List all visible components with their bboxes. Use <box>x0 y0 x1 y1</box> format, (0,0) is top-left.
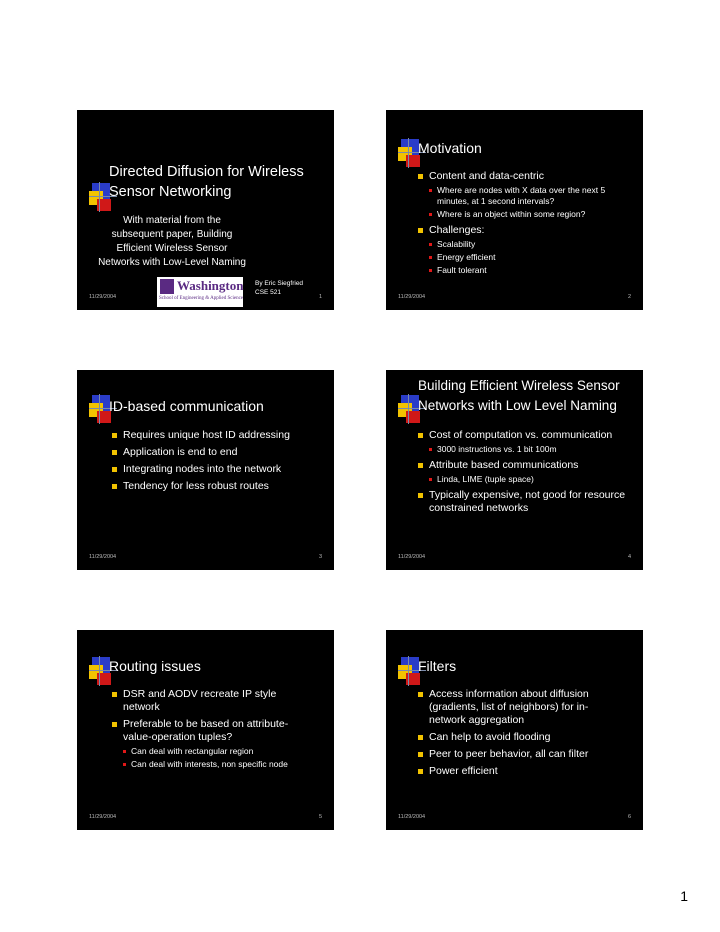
bullet-text: Challenges: <box>429 224 485 236</box>
page-number: 1 <box>680 888 688 904</box>
bullet-list <box>112 429 327 497</box>
slide-number: 2 <box>627 294 631 300</box>
slide-number: 6 <box>627 814 631 820</box>
list-item: Energy efficient <box>429 252 636 263</box>
list-item: Can deal with rectangular region <box>123 746 334 757</box>
bullet-list <box>418 429 636 519</box>
slide-title: ID-based communication <box>109 398 264 414</box>
list-item: Tendency for less robust routes <box>112 480 327 493</box>
list-item: Integrating nodes into the network <box>112 463 327 476</box>
slide-number: 3 <box>318 554 322 560</box>
byline-course: CSE 521 <box>255 289 282 296</box>
list-item: Fault tolerant <box>429 265 636 276</box>
list-item: Requires unique host ID addressing <box>112 429 327 442</box>
bullet-list <box>112 688 297 774</box>
slide-date: 11/29/2004 <box>89 294 117 300</box>
list-item <box>418 170 636 220</box>
slide-title: Motivation <box>418 140 482 156</box>
sub-list <box>429 185 636 220</box>
slide-subtitle: With material from the subsequent paper, Building Efficient Wireless Sensor Networks with Low-Level Naming <box>98 215 246 268</box>
slide-title: Directed Diffusion for Wireless Sensor Networking <box>109 164 304 200</box>
slide-title: Building Efficient Wireless Sensor Networks with Low Level Naming <box>418 378 620 413</box>
list-item: Can deal with interests, non specific node <box>123 759 334 770</box>
slide-1 <box>77 110 334 310</box>
list-item: DSR and AODV recreate IP style network <box>112 688 297 714</box>
bullet-text: Preferable to be based on attribute-value-operation tuples? <box>123 718 289 743</box>
bullet-text: Cost of computation vs. communication <box>429 429 613 441</box>
list-item: 3000 instructions vs. 1 bit 100m <box>429 444 636 455</box>
university-logo <box>157 277 243 307</box>
sub-list <box>429 474 636 485</box>
slide-6 <box>386 630 643 830</box>
slide-date: 11/29/2004 <box>89 814 117 820</box>
sub-list <box>123 746 334 770</box>
list-item: Peer to peer behavior, all can filter <box>418 748 618 761</box>
slide-date: 11/29/2004 <box>398 554 426 560</box>
list-item: Typically expensive, not good for resource constrained networks <box>418 489 636 515</box>
list-item: Can help to avoid flooding <box>418 731 618 744</box>
list-item: Linda, LIME (tuple space) <box>429 474 636 485</box>
slide-number: 1 <box>318 294 322 300</box>
slide-4 <box>386 370 643 570</box>
logo-name: Washington <box>177 278 244 293</box>
shield-icon <box>160 279 174 294</box>
sub-list <box>429 239 636 276</box>
list-item: Where is an object within some region? <box>429 209 636 220</box>
list-item <box>112 718 297 770</box>
list-item: Access information about diffusion (gradients, list of neighbors) for in-network aggregation <box>418 688 618 727</box>
slide-2 <box>386 110 643 310</box>
slide-date: 11/29/2004 <box>89 554 117 560</box>
list-item: Application is end to end <box>112 446 327 459</box>
list-item <box>418 459 636 485</box>
slide-title: Routing issues <box>109 658 201 674</box>
logo-subtitle: School of Engineering & Applied Science <box>159 296 244 301</box>
slide-title: Filters <box>418 658 457 674</box>
byline <box>255 279 303 297</box>
slide-date: 11/29/2004 <box>398 294 426 300</box>
slide-date: 11/29/2004 <box>398 814 426 820</box>
bullet-text: Attribute based communications <box>429 459 579 471</box>
list-item: Where are nodes with X data over the next 5 minutes, at 1 second intervals? <box>429 185 636 207</box>
slide-number: 5 <box>318 814 322 820</box>
bullet-list <box>418 688 618 782</box>
byline-author: By Eric Siegfried <box>255 280 304 287</box>
slide-5 <box>77 630 334 830</box>
slide-number: 4 <box>627 554 631 560</box>
slide-3 <box>77 370 334 570</box>
list-item: Power efficient <box>418 765 618 778</box>
bullet-text: Content and data-centric <box>429 170 544 182</box>
bullet-list <box>418 170 636 280</box>
list-item <box>418 429 636 455</box>
list-item: Scalability <box>429 239 636 250</box>
list-item <box>418 224 636 276</box>
sub-list <box>429 444 636 455</box>
